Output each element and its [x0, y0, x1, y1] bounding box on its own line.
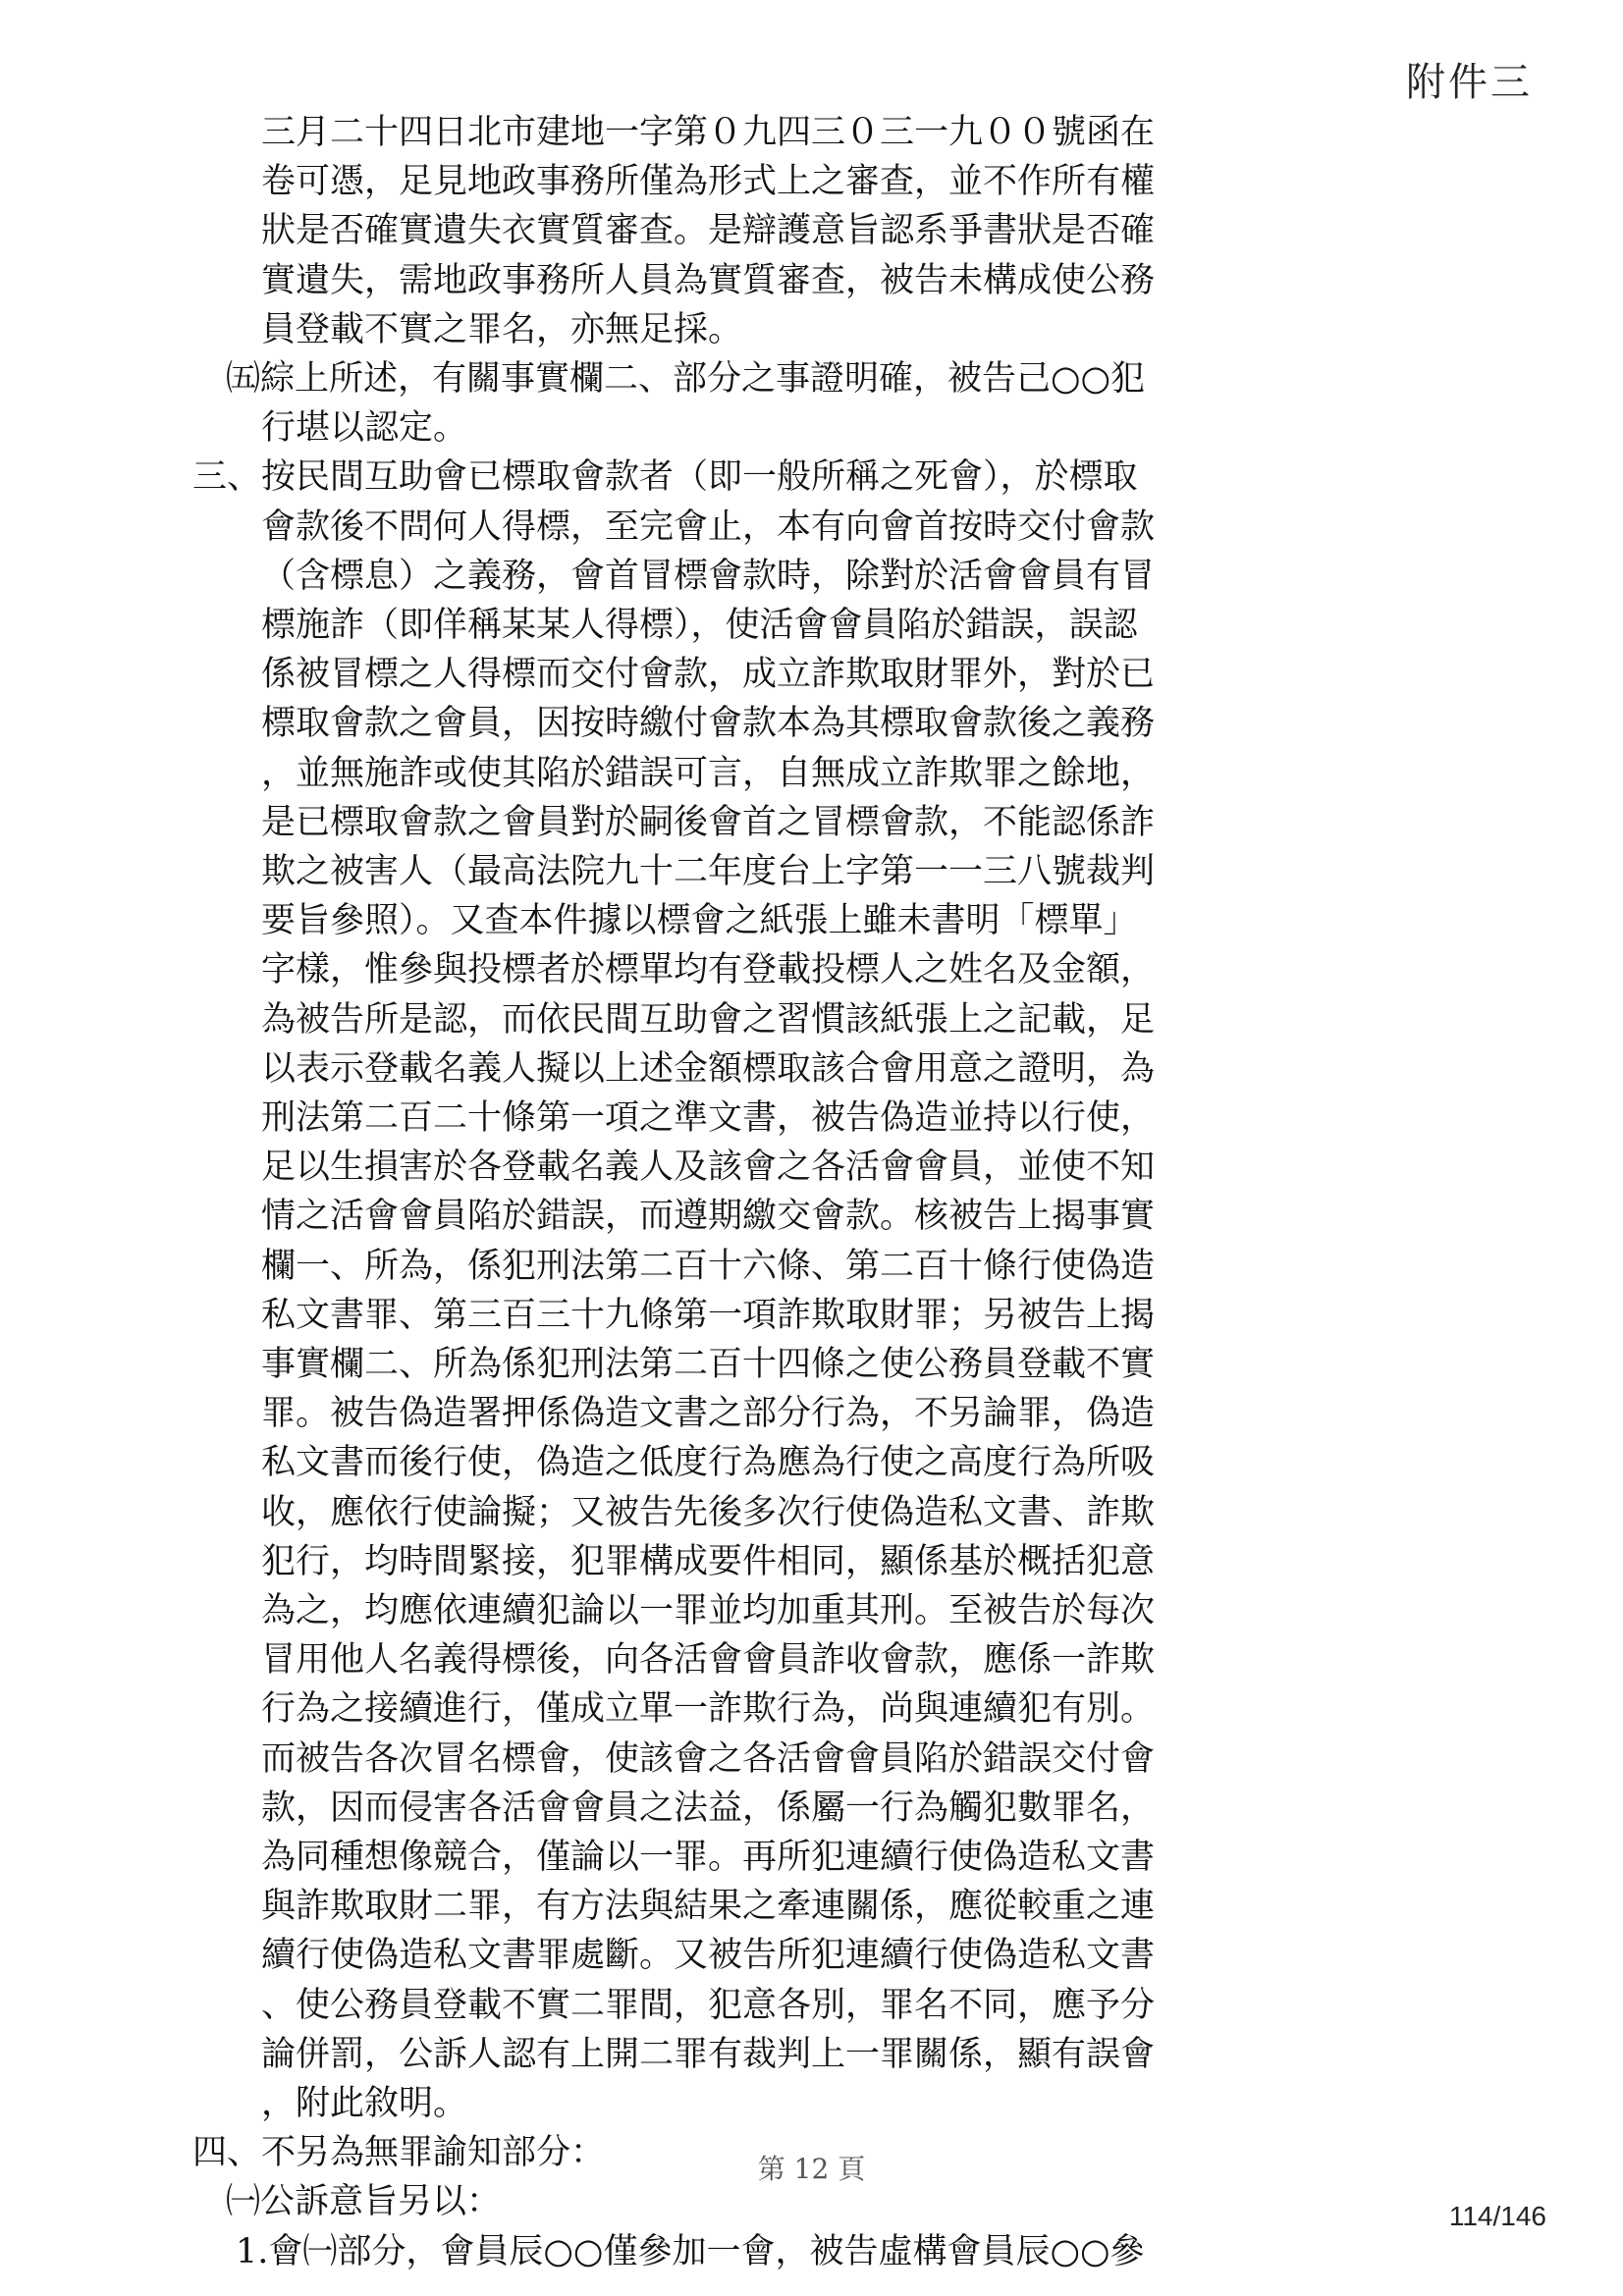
text-line: 1.會㈠部分，會員辰○○僅參加一會，被告虛構會員辰○○參 — [236, 2231, 1145, 2271]
text-line: 為同種想像競合，僅論以一罪。再所犯連續行使偽造私文書 — [261, 1838, 1156, 1877]
text-line: 、使公務員登載不實二罪間，犯意各別，罪名不同，應予分 — [261, 1985, 1156, 2025]
text-line: 行為之接續進行，僅成立單一詐欺行為，尚與連續犯有別。 — [261, 1689, 1156, 1730]
text-line: ㈠公訴意旨另以： — [226, 2182, 502, 2222]
pdf-page-counter: 114/146 — [1448, 2201, 1546, 2231]
text-line: 事實欄二、所為係犯刑法第二百十四條之使公務員登載不實 — [261, 1345, 1156, 1384]
text-line: 員登載不實之罪名，亦無足採。 — [261, 309, 743, 349]
text-line: 實遺失，需地政事務所人員為實質審查，被告未構成使公務 — [261, 260, 1156, 300]
text-line: 收，應依行使論擬；又被告先後多次行使偽造私文書、詐欺 — [261, 1492, 1156, 1532]
text-line: 要旨參照）。又查本件據以標會之紙張上雖未書明「標單」 — [261, 901, 1138, 941]
text-line: 欺之被害人（最高法院九十二年度台上字第一一三八號裁判 — [261, 852, 1156, 891]
text-line: 標施詐（即佯稱某某人得標），使活會會員陷於錯誤，誤認 — [261, 606, 1138, 645]
text-line: ，附此敘明。 — [261, 2084, 468, 2123]
text-line: 會款後不問何人得標，至完會止，本有向會首按時交付會款 — [261, 507, 1156, 547]
text-line: 是已標取會款之會員對於嗣後會首之冒標會款，不能認係詐 — [261, 802, 1156, 842]
text-line: 欄一、所為，係犯刑法第二百十六條、第二百十條行使偽造 — [261, 1246, 1156, 1286]
text-line: 以表示登載名義人擬以上述金額標取該合會用意之證明，為 — [261, 1048, 1156, 1089]
text-line: （含標息）之義務，會首冒標會款時，除對於活會會員有冒 — [261, 556, 1156, 596]
text-line: 足以生損害於各登載名義人及該會之各活會會員，並使不知 — [261, 1148, 1156, 1188]
text-line: 為之，均應依連續犯論以一罪並均加重其刑。至被告於每次 — [261, 1591, 1156, 1630]
text-line: ，並無施詐或使其陷於錯誤可言，自無成立詐欺罪之餘地， — [261, 753, 1156, 793]
text-line: 情之活會會員陷於錯誤，而遵期繳交會款。核被告上揭事實 — [261, 1197, 1156, 1237]
text-line: 私文書罪、第三百三十九條第一項詐欺取財罪；另被告上揭 — [261, 1295, 1156, 1335]
text-line: 行堪以認定。 — [261, 408, 468, 449]
text-line: 為被告所是認，而依民間互助會之習慣該紙張上之記載，足 — [261, 999, 1156, 1040]
text-line: 罪。被告偽造署押係偽造文書之部分行為，不另論罪，偽造 — [261, 1394, 1156, 1434]
text-line: 私文書而後行使，偽造之低度行為應為行使之高度行為所吸 — [261, 1443, 1156, 1483]
text-line: 款，因而侵害各活會會員之法益，係屬一行為觸犯數罪名， — [261, 1788, 1156, 1828]
text-line: 續行使偽造私文書罪處斷。又被告所犯連續行使偽造私文書 — [261, 1936, 1156, 1976]
text-line: 與詐欺取財二罪，有方法與結果之牽連關係，應從較重之連 — [261, 1887, 1156, 1927]
text-line: 而被告各次冒名標會，使該會之各活會會員陷於錯誤交付會 — [261, 1738, 1156, 1779]
text-line: 三月二十四日北市建地一字第０九四三０三一九００號函在 — [261, 113, 1156, 152]
text-line: 三、按民間互助會已標取會款者（即一般所稱之死會），於標取 — [192, 457, 1138, 498]
text-line: 犯行，均時間緊接，犯罪構成要件相同，顯係基於概括犯意 — [261, 1541, 1156, 1581]
text-line: 論併罰，公訴人認有上開二罪有裁判上一罪關係，顯有誤會 — [261, 2034, 1156, 2074]
text-line: 四、不另為無罪諭知部分： — [192, 2133, 606, 2173]
text-line: 冒用他人名義得標後，向各活會會員詐收會款，應係一詐欺 — [261, 1640, 1156, 1681]
text-line: 標取會款之會員，因按時繳付會款本為其標取會款後之義務 — [261, 704, 1156, 744]
text-line: ㈤綜上所述，有關事實欄二、部分之事證明確，被告己○○犯 — [226, 359, 1146, 399]
text-line: 字樣，惟參與投標者於標單均有登載投標人之姓名及金額， — [261, 950, 1156, 990]
text-line: 狀是否確實遺失衣實質審查。是辯護意旨認系爭書狀是否確 — [261, 211, 1156, 251]
text-line: 刑法第二百二十條第一項之準文書，被告偽造並持以行使， — [261, 1098, 1156, 1138]
text-line: 係被冒標之人得標而交付會款，成立詐欺取財罪外，對於已 — [261, 655, 1156, 695]
annex-label: 附件三 — [1406, 60, 1533, 105]
text-line: 卷可憑，足見地政事務所僅為形式上之審查，並不作所有權 — [261, 162, 1156, 202]
page-number: 第 12 頁 — [757, 2153, 866, 2185]
